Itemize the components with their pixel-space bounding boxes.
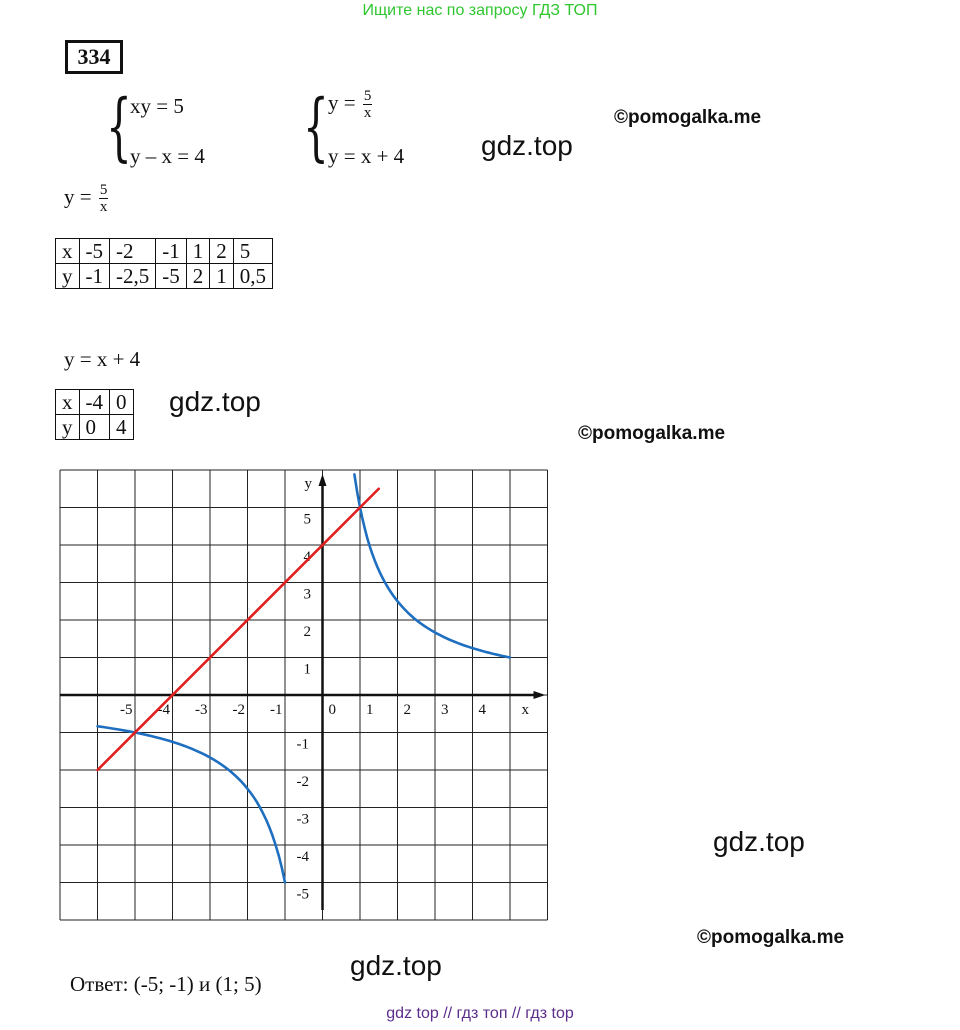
y-tick-label: -4 [296,849,309,865]
series-line-1 [98,726,286,882]
table-cell: 0,5 [233,264,272,289]
y-tick-label: 2 [303,624,311,640]
y-axis-label: y [304,476,312,492]
y-tick-label: -1 [296,736,309,753]
y-tick-label: -3 [296,811,309,828]
table-cell: 1 [210,264,234,289]
table-cell: 0 [79,415,110,440]
x-tick-label: -2 [232,702,245,718]
table-cell: -2 [110,239,156,264]
fraction-numerator: 5 [363,88,372,104]
func2-label: y = x + 4 [64,347,141,371]
x-axis-arrow-icon [534,691,546,699]
system2-eq2: y = x + 4 [328,144,405,168]
table-cell: -1 [156,239,187,264]
fraction-denominator: x [363,105,372,121]
table-cell: -1 [79,264,110,289]
answer-text: Ответ: (-5; -1) и (1; 5) [70,972,262,996]
table-cell: -2,5 [110,264,156,289]
x-axis-label: x [521,702,529,718]
system1-eq1: xy = 5 [130,94,184,118]
x-tick-label: -4 [157,702,170,718]
watermark-gdz: gdz.top [481,130,573,161]
footer-links: gdz top // гдз топ // гдз top [386,1005,574,1022]
x-tick-label: 4 [478,702,486,718]
table-header-cell: x [56,239,80,264]
y-tick-label: -2 [296,774,309,790]
watermark-pomogalka: ©pomogalka.me [578,423,726,444]
y-tick-label: 5 [303,511,311,528]
func1-lhs: y = [64,184,92,209]
y-tick-label: -5 [296,886,309,903]
fraction-denominator: x [99,199,108,215]
table-header-cell: x [56,390,80,415]
problem-number: 334 [66,41,122,73]
y-axis-arrow-icon [319,474,327,486]
system2-brace: { [303,84,329,170]
watermark-gdz: gdz.top [713,826,805,857]
fraction-numerator: 5 [99,182,108,198]
table-cell: 2 [186,264,210,289]
x-tick-label: 1 [366,702,374,718]
table-cell: 0 [110,390,134,415]
x-tick-label: -5 [120,702,133,718]
table-header-cell: y [56,415,80,440]
table-cell: 5 [233,239,272,264]
y-tick-label: 3 [303,586,311,603]
table-cell: 4 [110,415,134,440]
watermark-gdz: gdz.top [169,386,261,417]
system2-eq1-lhs: y = [328,90,356,115]
series-line-2 [98,489,379,770]
x-tick-label: -3 [195,702,208,718]
y-tick-label: 1 [303,661,311,678]
table-cell: -5 [79,239,110,264]
watermark-gdz: gdz.top [350,950,442,981]
table-header-cell: y [56,264,80,289]
x-tick-label: 3 [441,702,449,718]
x-tick-label: 2 [403,702,411,718]
table-cell: -4 [79,390,110,415]
x-tick-label: -1 [270,702,283,718]
series-line-0 [354,474,510,657]
table-cell: -5 [156,264,187,289]
system1-brace: { [106,84,132,170]
system1-eq2: y – x = 4 [130,144,205,168]
search-banner: Ищите нас по запросу ГДЗ ТОП [362,2,598,19]
table-cell: 1 [186,239,210,264]
table-cell: 2 [210,239,234,264]
watermark-pomogalka: ©pomogalka.me [697,927,845,948]
watermark-pomogalka: ©pomogalka.me [614,107,762,128]
y-tick-label: 4 [303,549,311,565]
x-tick-label: 0 [328,702,336,718]
